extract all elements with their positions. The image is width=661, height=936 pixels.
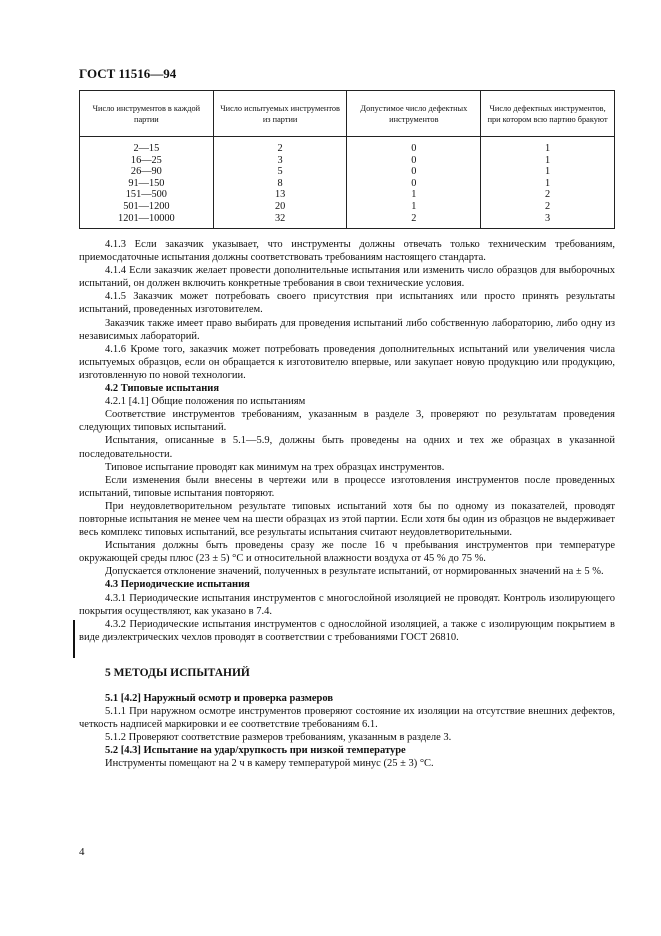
table-cell: 1 (545, 154, 551, 166)
table-cell: 2—15 (133, 143, 160, 154)
paragraph: 4.3.1 Периодические испытания инструментов с многослойной изоляцией не проводят. Контроль изолирующего покрытия осуществляют, как указано в 7.4. (79, 592, 615, 617)
table-cell: 13 (274, 189, 286, 201)
table-header-cell: Число испытуемых инструментов из партии (213, 91, 347, 137)
paragraph: Заказчик также имеет право выбирать для проведения испытаний либо собственную лабораторию, либо одну из независимых лабораторий. (79, 317, 615, 342)
table-cell: 0 (411, 143, 417, 154)
table-column-accept (347, 137, 481, 229)
table-cell: 16—25 (130, 154, 162, 166)
table-header-cell: Число инструментов в каждой партии (80, 91, 214, 137)
paragraph: 4.2.1 [4.1] Общие положения по испытаниям (105, 396, 306, 408)
table-cell: 0 (411, 154, 417, 166)
paragraph: 4.1.4 Если заказчик желает провести дополнительные испытания или изменить число образцов для выборочных испытаний, он должен включить конкретные требования в свои технические условия. (79, 265, 615, 290)
table-cell: 3 (277, 154, 283, 166)
subsection-heading: 4.3 Периодические испытания (105, 579, 250, 591)
page-number: 4 (79, 846, 85, 858)
table-header-cell: Число дефектных инструментов, при котором всю партию бракуют (481, 91, 615, 137)
table-cell: 1 (545, 166, 551, 178)
paragraph: 4.3.2 Периодические испытания инструментов с однослойной изоляцией, а также с изолирующим покрытием в виде диэлектрических чехлов проводят в соответствии с требованиями ГОСТ 26810. (79, 618, 615, 643)
subsection-heading: 4.2 Типовые испытания (105, 383, 220, 395)
table-cell: 501—1200 (123, 200, 170, 212)
subsection-heading: 5.2 [4.3] Испытание на удар/хрупкость при низкой температуре (105, 745, 406, 757)
paragraph: При неудовлетворительном результате типовых испытаний хотя бы по одному из показателей, проводят повторные испытания не менее чем на шести образцах из этой партии. Если хотя бы один из образцов не выдерживает весь комплекс типовых испытаний, все результаты испытания считают неудовлетворительными. (79, 500, 615, 539)
table-cell: 1 (411, 200, 417, 212)
paragraph: 5.1.1 При наружном осмотре инструментов проверяют состояние их изоляции на отсутствие внешних дефектов, четкость надписей маркировки и ее соответствие требованиям 6.1. (79, 706, 615, 731)
paragraph: Допускается отклонение значений, полученных в результате испытаний, от нормированных значений на ± 5 %. (105, 566, 604, 578)
table-cell: 8 (277, 177, 283, 189)
table-row (80, 137, 615, 229)
paragraph: 4.1.6 Кроме того, заказчик может потребовать проведения дополнительных испытаний или увеличения числа испытуемых образцов, если он обращается к изготовителю впервые, или закупает новую продукцию или продукцию, изготовленную по новой технологии. (79, 343, 615, 381)
paragraph: Соответствие инструментов требованиям, указанным в разделе 3, проверяют по результатам проведения следующих типовых испытаний. (79, 409, 615, 434)
table-cell: 1 (545, 177, 551, 189)
paragraph: 5.1.2 Проверяют соответствие размеров требованиям, указанным в разделе 3. (105, 732, 452, 744)
table-cell: 2 (277, 143, 283, 154)
table-cell: 0 (411, 177, 417, 189)
changed-paragraph (79, 618, 615, 644)
paragraph: Испытания, описанные в 5.1—5.9, должны быть проведены на одних и тех же образцах в указанной последовательности. (79, 435, 615, 460)
change-bar (73, 620, 75, 658)
paragraph: 4.1.3 Если заказчик указывает, что инструменты должны отвечать только техническим требованиям, приемосдаточные испытания должны соответствовать требованиям настоящего стандарта. (79, 239, 615, 264)
table-column-sample-size (213, 137, 347, 229)
sampling-table (79, 90, 615, 229)
paragraph: 4.1.5 Заказчик может потребовать своего присутствия при испытаниях или просто принять результаты испытаний, проведенных изготовителем. (79, 291, 615, 316)
table-cell: 26—90 (130, 166, 162, 178)
paragraph: Если изменения были внесены в чертежи или в процессе изготовления инструментов после проведенных испытаний, типовые испытания повторяют. (79, 474, 615, 499)
paragraph: Типовое испытание проводят как минимум на трех образцах инструментов. (105, 461, 445, 473)
document-header: ГОСТ 11516—94 (79, 66, 177, 81)
table-cell: 1 (411, 189, 417, 201)
subsection-heading: 5.1 [4.2] Наружный осмотр и проверка размеров (105, 693, 334, 704)
section-heading: 5 МЕТОДЫ ИСПЫТАНИЙ (105, 666, 250, 679)
table-cell: 151—500 (125, 189, 167, 201)
document-body (79, 238, 615, 771)
table-cell: 2 (545, 189, 551, 201)
table-cell: 2 (411, 212, 417, 224)
table-cell: 1201—10000 (118, 212, 175, 224)
table-cell: 91—150 (128, 177, 165, 189)
table-cell: 32 (274, 212, 286, 224)
table-header-cell: Допустимое число дефектных инструментов (347, 91, 481, 137)
table-cell: 20 (274, 200, 286, 212)
table-cell: 1 (545, 143, 551, 154)
paragraph: Испытания должны быть проведены сразу же после 16 ч пребывания инструментов при температуре окружающей среды плюс (23 ± 5) °С и относительной влажности воздуха от 45 % до 75 %. (79, 540, 615, 565)
table-cell: 5 (277, 166, 283, 178)
table-column-lot-size (80, 137, 214, 229)
paragraph: Инструменты помещают на 2 ч в камеру температурой минус (25 ± 3) °С. (105, 758, 434, 770)
table-cell: 3 (545, 212, 551, 224)
table-column-reject (481, 137, 615, 229)
table-cell: 2 (545, 200, 551, 212)
table-cell: 0 (411, 166, 417, 178)
table-header-row (80, 91, 615, 137)
